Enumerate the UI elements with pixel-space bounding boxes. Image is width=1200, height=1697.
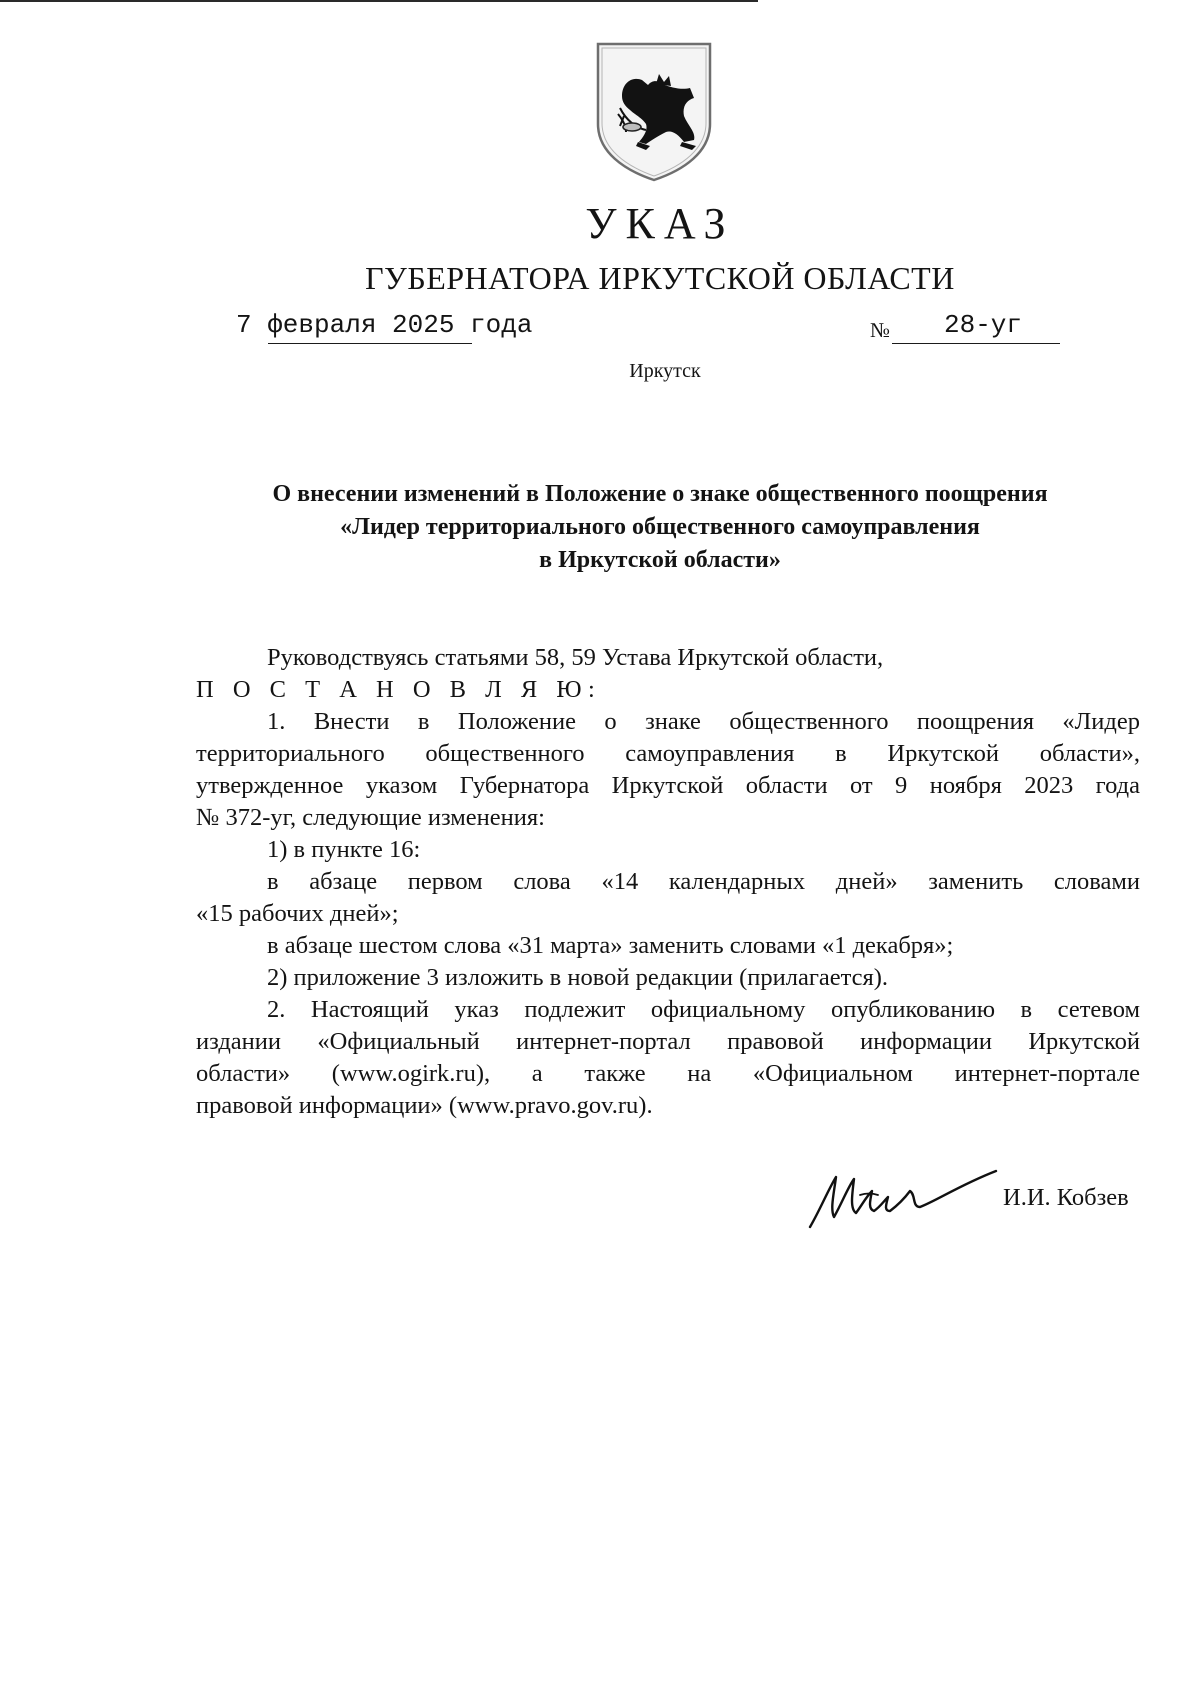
decree-body — [196, 642, 1140, 1122]
signature-icon — [800, 1165, 1000, 1233]
coat-of-arms-icon — [592, 40, 716, 184]
subject-line: в Иркутской области» — [539, 547, 781, 573]
item-1-line: № 372-уг, следующие изменения: — [196, 804, 545, 831]
decree-number: 28-уг — [944, 310, 1023, 340]
subitem-1a-line: в абзаце первом слова «14 календарных дней» заменить словами — [267, 868, 1140, 895]
item-1-line: территориального общественного самоуправления в Иркутской области», — [196, 740, 1140, 767]
subitem-2: 2) приложение 3 изложить в новой редакции (прилагается). — [267, 964, 889, 991]
subitem-1a-line: «15 рабочих дней»; — [196, 900, 399, 927]
decree-date: 7 февраля 2025 года — [236, 310, 533, 340]
issuer-title: ГУБЕРНАТОРА ИРКУТСКОЙ ОБЛАСТИ — [365, 260, 955, 296]
legal-basis: Руководствуясь статьями 58, 59 Устава Иркутской области, — [267, 644, 884, 671]
item-2-line: области» (www.ogirk.ru), а также на «Официальном интернет-портале — [196, 1060, 1140, 1087]
item-1-line: 1. Внести в Положение о знаке общественного поощрения «Лидер — [267, 708, 1140, 735]
item-2-line: издании «Официальный интернет-портал правовой информации Иркутской — [196, 1028, 1140, 1055]
subject-line: О внесении изменений в Положение о знаке общественного поощрения — [272, 481, 1048, 507]
city: Иркутск — [629, 360, 701, 382]
number-sign: № — [870, 318, 891, 342]
number-underline — [892, 343, 1060, 344]
scan-edge-line — [0, 0, 758, 2]
document-type-title: УКАЗ — [585, 199, 735, 248]
subitem-1b: в абзаце шестом слова «31 марта» заменить словами «1 декабря»; — [267, 932, 954, 959]
item-1-line: утвержденное указом Губернатора Иркутской области от 9 ноября 2023 года — [196, 772, 1140, 799]
signatory-name: И.И. Кобзев — [1003, 1184, 1129, 1211]
item-2-line: правовой информации» (www.pravo.gov.ru). — [196, 1092, 653, 1119]
decree-word: П О С Т А Н О В Л Я Ю: — [196, 676, 602, 703]
subject-line: «Лидер территориального общественного самоуправления — [340, 514, 980, 540]
decree-subject — [120, 478, 1200, 577]
date-underline — [268, 343, 472, 344]
item-2-line: 2. Настоящий указ подлежит официальному опубликованию в сетевом — [267, 996, 1140, 1023]
subitem-1: 1) в пункте 16: — [267, 836, 421, 863]
